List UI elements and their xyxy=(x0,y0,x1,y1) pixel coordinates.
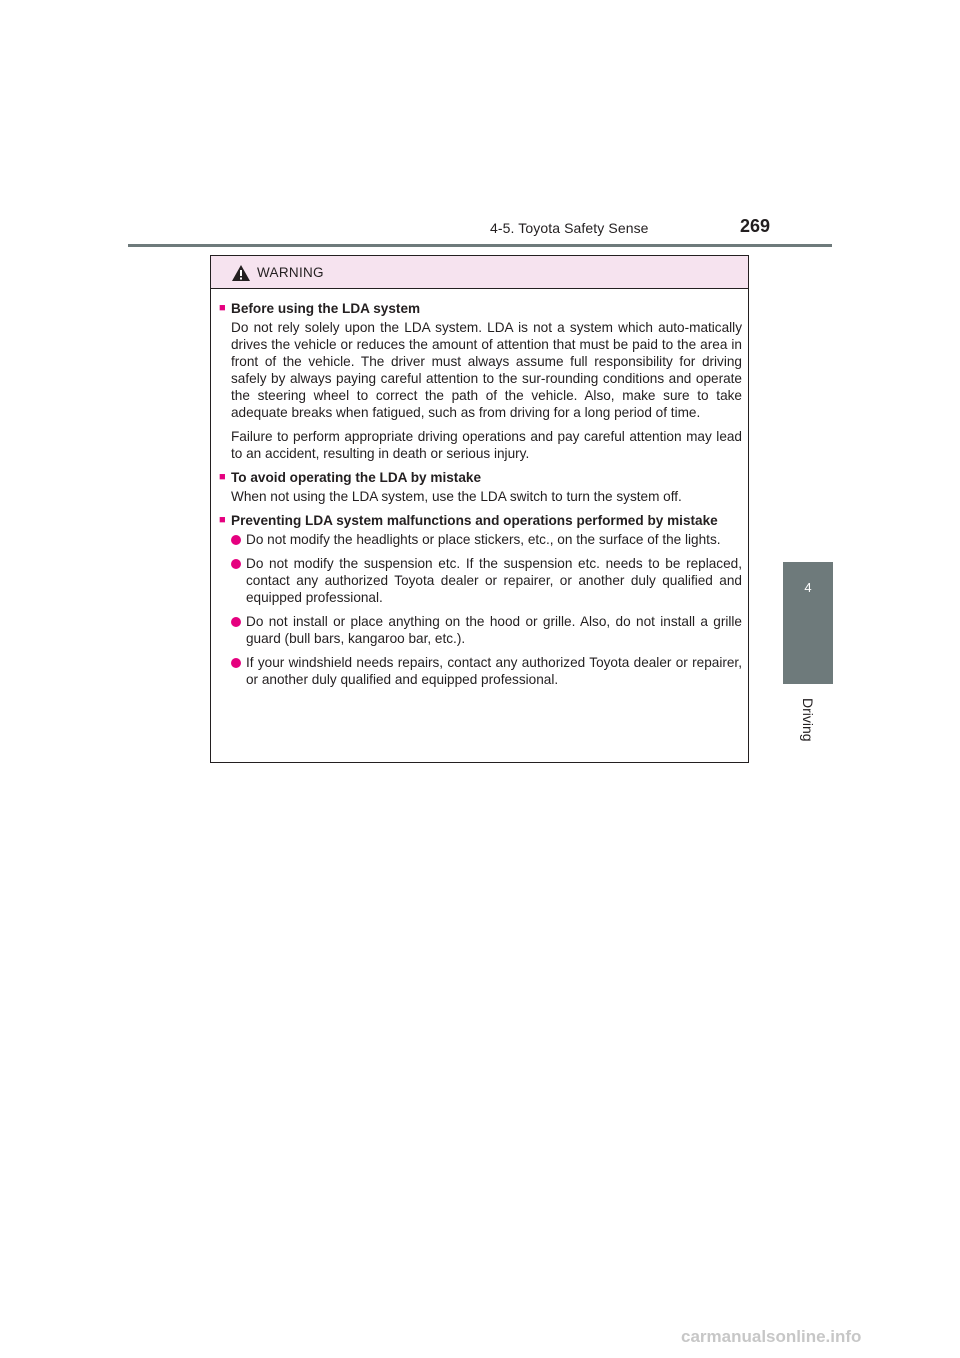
paragraph: When not using the LDA system, use the LDA switch to turn the system off. xyxy=(231,489,682,504)
chapter-tab xyxy=(783,562,833,684)
circle-bullet-icon xyxy=(231,559,241,569)
square-bullet-icon: ■ xyxy=(219,514,226,526)
chapter-number: 4 xyxy=(804,580,812,595)
list-item-text: Do not modify the headlights or place stickers, etc., on the surface of the lights. xyxy=(246,532,721,547)
circle-bullet-icon xyxy=(231,658,241,668)
list-item-text: If your windshield needs repairs, contact any authorized Toyota dealer or repairer, or another duly qualified and equipped professional. xyxy=(246,655,742,687)
section-title: 4-5. Toyota Safety Sense xyxy=(490,220,649,236)
square-bullet-icon: ■ xyxy=(219,471,226,483)
watermark: carmanualsonline.info xyxy=(681,1327,862,1346)
section-heading-text: Before using the LDA system xyxy=(231,301,421,316)
list-item xyxy=(231,654,742,688)
warning-title: WARNING xyxy=(257,265,324,280)
section-heading xyxy=(219,300,742,317)
page-number: 269 xyxy=(740,216,771,236)
warning-header xyxy=(211,256,748,289)
square-bullet-icon: ■ xyxy=(219,302,226,314)
warning-box xyxy=(210,255,749,763)
paragraph: Do not rely solely upon the LDA system. LDA is not a system which auto-matically drives the vehicle or reduces the amount of attention that must be paid to the area in front of the vehicle. The driver must always assume full responsibility for driving safely by always paying careful attention to the sur-rounding conditions and operate the steering wheel to correct the path of the vehicle. Also, make sure to take adequate breaks when fatigued, such as from driving for a long period of time. xyxy=(231,320,742,420)
list-item-text: Do not modify the suspension etc. If the suspension etc. needs to be replaced, contact any authorized Toyota dealer or repairer, or another duly qualified and equipped professional. xyxy=(246,556,742,605)
section-heading-text: Preventing LDA system malfunctions and operations performed by mistake xyxy=(231,513,718,528)
warning-body xyxy=(211,289,748,688)
paragraph: Failure to perform appropriate driving operations and pay careful attention may lead to an accident, resulting in death or serious injury. xyxy=(231,429,742,461)
chapter-label: Driving xyxy=(800,698,816,742)
section-heading xyxy=(219,512,742,529)
list-item xyxy=(231,555,742,606)
header-rule xyxy=(128,244,832,247)
section-heading-text: To avoid operating the LDA by mistake xyxy=(231,470,482,485)
circle-bullet-icon xyxy=(231,535,241,545)
list-item-text: Do not install or place anything on the hood or grille. Also, do not install a grille guard (bull bars, kangaroo bar, etc.). xyxy=(246,614,742,646)
list-item xyxy=(231,613,742,647)
list-item xyxy=(231,531,742,548)
circle-bullet-icon xyxy=(231,617,241,627)
section-heading xyxy=(219,469,742,486)
warning-triangle-icon xyxy=(231,264,251,282)
